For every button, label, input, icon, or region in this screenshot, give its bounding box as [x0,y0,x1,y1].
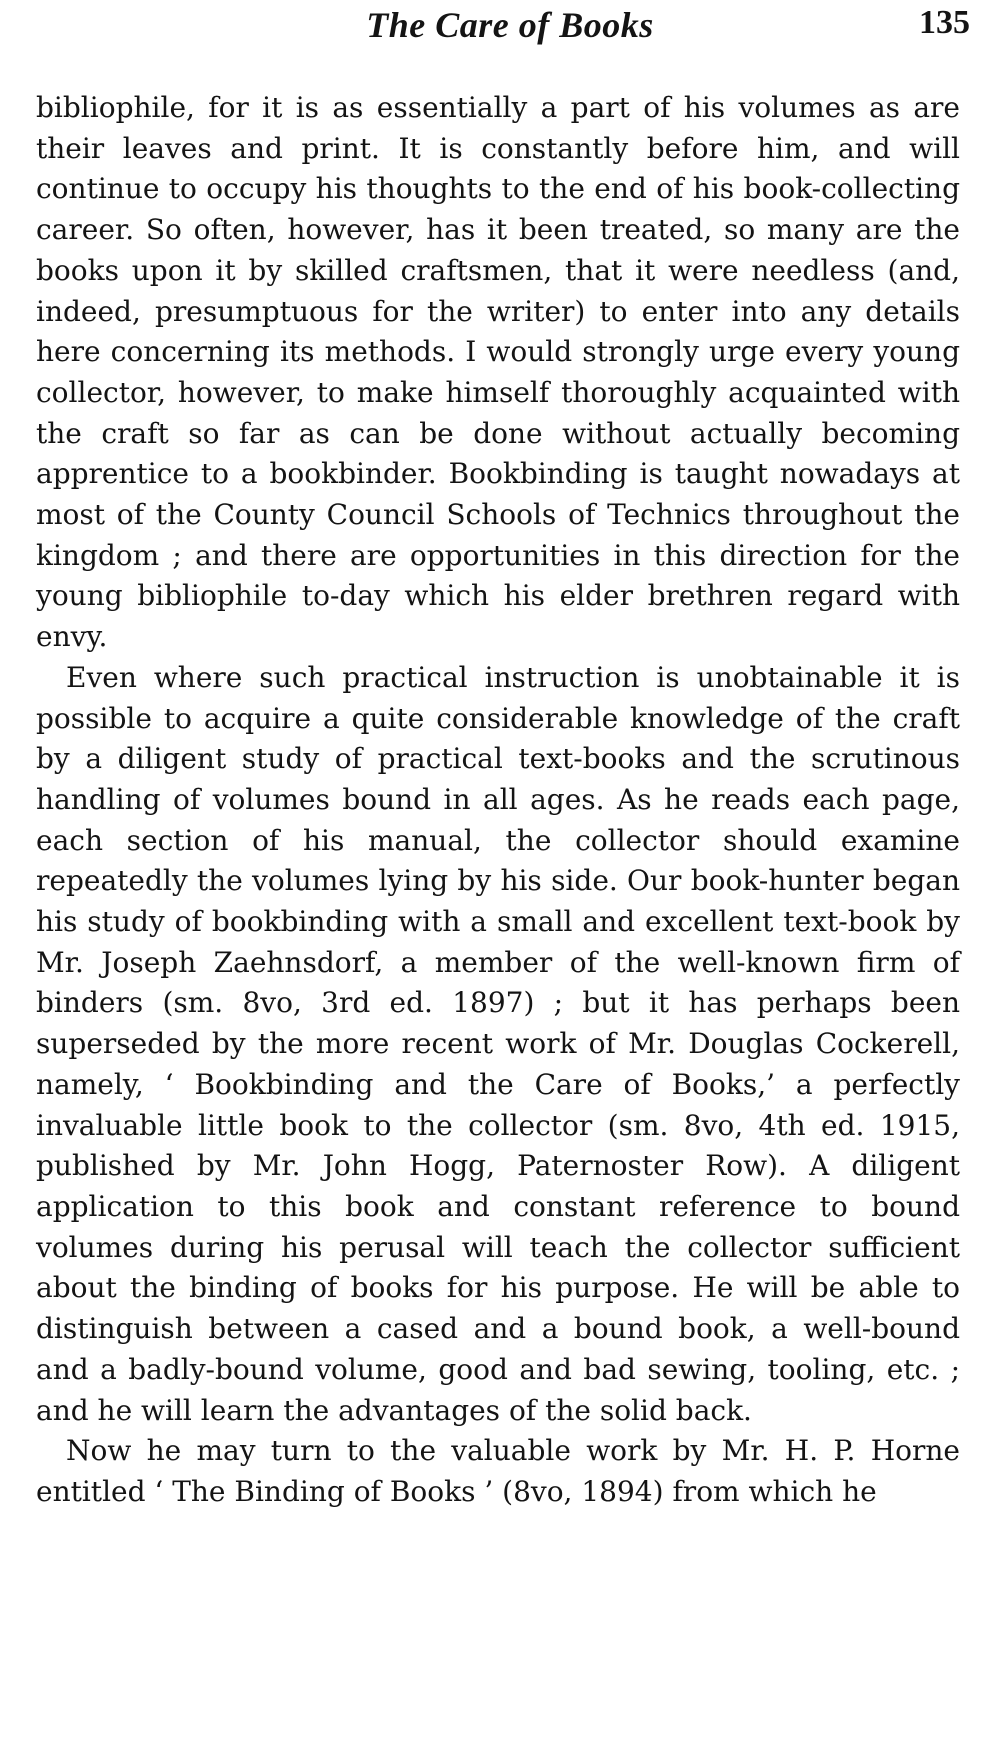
paragraph: bibliophile, for it is as essentially a part of his volumes as are their leaves and print. It is constantly before him, and will continue to occupy his thoughts to the end of his book-collecting career. So often, however, has it been treated, so many are the books upon it by skilled craftsmen, that it were needless (and, indeed, presumptuous for the writer) to enter into any details here concerning its methods. I would strongly urge every young collector, however, to make himself thoroughly acquainted with the craft so far as can be done without actually becoming apprentice to a bookbinder. Bookbinding is taught nowadays at most of the County Council Schools of Technics throughout the kingdom ; and there are opportunities in this direction for the young bibliophile to-day which his elder brethren regard with envy. [36,91,960,654]
running-title: The Care of Books [366,5,654,45]
page-number: 135 [919,4,970,41]
paragraph: Even where such practical instruction is unobtainable it is possible to acquire a quite considerable knowledge of the craft by a diligent study of practical text-books and the scrutinous handling of volumes bound in all ages. As he reads each page, each section of his manual, the collector should examine repeatedly the volumes lying by his side. Our book-hunter began his study of bookbinding with a small and excellent text-book by Mr. Joseph Zaehnsdorf, a member of the well-known firm of binders (sm. 8vo, 3rd ed. 1897) ; but it has perhaps been superseded by the more recent work of Mr. Douglas Cockerell, namely, ‘ Bookbinding and the Care of Books,’ a perfectly invaluable little book to the collector (sm. 8vo, 4th ed. 1915, published by Mr. John Hogg, Paternoster Row). A diligent application to this book and constant reference to bound volumes during his perusal will teach the collector sufficient about the binding of books for his purpose. He will be able to distinguish between a cased and a bound book, a well-bound and a badly-bound volume, good and bad sewing, tooling, etc. ; and he will learn the advantages of the solid back. [36,660,960,1427]
paragraph: Now he may turn to the valuable work by Mr. H. P. Horne entitled ‘ The Binding of Books ’ (8vo, 1894) from which he [36,1434,960,1508]
body-text [36,88,960,1513]
page-header [40,4,980,60]
